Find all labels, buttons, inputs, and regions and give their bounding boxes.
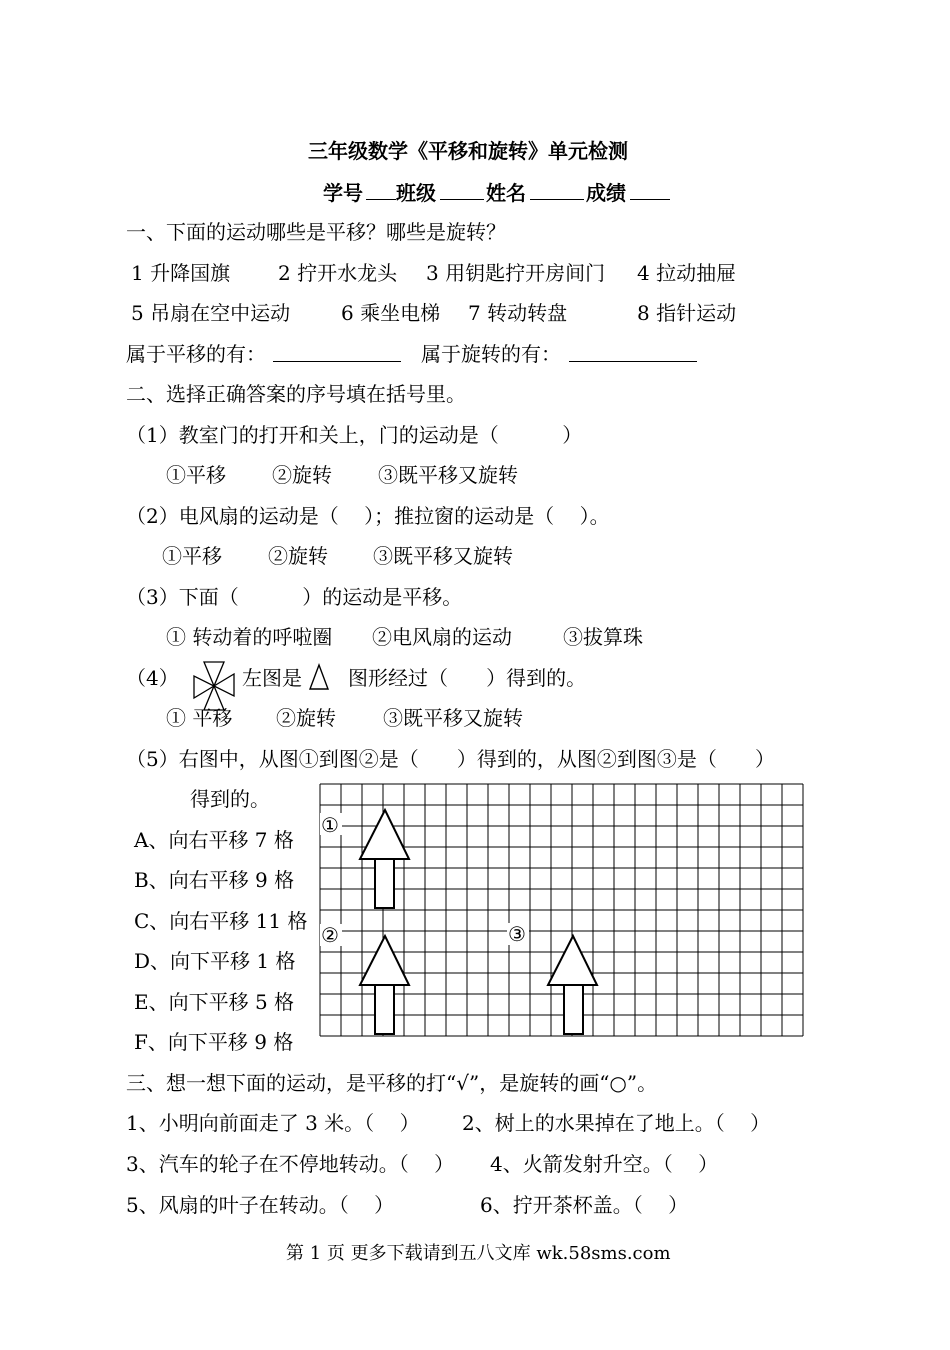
blank-xingming[interactable] <box>530 199 584 200</box>
s1-item: 5 吊扇在空中运动 <box>131 301 291 325</box>
s1-heading: 一、下面的运动哪些是平移？哪些是旋转？ <box>126 220 506 244</box>
s3-item: 4、火箭发射升空。（ ） <box>490 1152 719 1176</box>
blank-banji[interactable] <box>440 199 484 200</box>
q2-text: （2）电风扇的运动是（ ）；推拉窗的运动是（ ）。 <box>126 504 610 528</box>
q1-option: ③既平移又旋转 <box>378 463 518 487</box>
label-banji: 班级 <box>396 181 436 205</box>
arrow-grid-figure <box>318 782 812 1038</box>
label-xuehao: 学号 <box>323 181 363 205</box>
triangle-figure <box>308 663 330 691</box>
s1-item: 6 乘坐电梯 <box>341 301 441 325</box>
s3-item: 1、小明向前面走了 3 米。（ ） <box>126 1111 420 1135</box>
q3-option: ① 转动着的呼啦圈 <box>166 625 333 649</box>
q4-text-a: 左图是 <box>242 666 302 690</box>
grid-label-1: ① <box>321 813 339 837</box>
s1-item: 3 用钥匙拧开房间门 <box>426 261 606 285</box>
grid-label-2: ② <box>321 923 339 947</box>
q5-option: E、向下平移 5 格 <box>134 990 295 1014</box>
q4-option: ③既平移又旋转 <box>383 706 523 730</box>
s3-heading: 三、想一想下面的运动，是平移的打“√”，是旋转的画“○”。 <box>126 1071 658 1095</box>
q4-prefix: （4） <box>126 666 179 690</box>
q5-text: （5）右图中，从图①到图②是（ ）得到的，从图②到图③是（ ） <box>126 747 776 771</box>
q4-text-b: 图形经过（ ）得到的。 <box>348 666 587 690</box>
q2-option: ③既平移又旋转 <box>373 544 513 568</box>
s3-item: 6、拧开茶杯盖。（ ） <box>480 1193 689 1217</box>
q4-option: ① 平移 <box>166 706 233 730</box>
q1-option: ②旋转 <box>272 463 332 487</box>
q5-option: A、向右平移 7 格 <box>134 828 294 852</box>
q2-option: ②旋转 <box>268 544 328 568</box>
s3-item: 2、树上的水果掉在了地上。（ ） <box>462 1111 771 1135</box>
q1-option: ①平移 <box>166 463 226 487</box>
s1-ans-rotation-label: 属于旋转的有： <box>421 342 561 366</box>
arrow-figure-1 <box>360 810 409 908</box>
q5-option: C、向右平移 11 格 <box>134 909 308 933</box>
label-xingming: 姓名 <box>486 181 526 205</box>
page-footer: 第 1 页 更多下载请到五八文库 wk.58sms.com <box>286 1243 671 1264</box>
q3-text: （3）下面（ ）的运动是平移。 <box>126 585 463 609</box>
s3-item: 3、汽车的轮子在不停地转动。（ ） <box>126 1152 455 1176</box>
q5-option: F、向下平移 9 格 <box>134 1030 294 1054</box>
s1-item: 2 拧开水龙头 <box>278 261 398 285</box>
s1-ans-translation-label: 属于平移的有： <box>126 342 266 366</box>
s1-item: 1 升降国旗 <box>131 261 231 285</box>
q3-option: ③拔算珠 <box>563 625 643 649</box>
s1-ans-rotation-blank[interactable] <box>569 361 697 362</box>
q5-cont: 得到的。 <box>190 787 270 811</box>
s1-item: 4 拉动抽屉 <box>637 261 737 285</box>
blank-chengji[interactable] <box>630 199 670 200</box>
s1-item: 7 转动转盘 <box>468 301 568 325</box>
s2-heading: 二、选择正确答案的序号填在括号里。 <box>126 382 466 406</box>
q5-option: D、向下平移 1 格 <box>134 949 296 973</box>
q5-option: B、向右平移 9 格 <box>134 868 295 892</box>
s1-ans-translation-blank[interactable] <box>273 361 401 362</box>
page-title: 三年级数学《平移和旋转》单元检测 <box>308 139 628 163</box>
arrow-figure-2 <box>360 936 409 1034</box>
q1-text: （1）教室门的打开和关上，门的运动是（ ） <box>126 423 583 447</box>
q2-option: ①平移 <box>162 544 222 568</box>
label-chengji: 成绩 <box>586 181 626 205</box>
grid-label-3: ③ <box>508 922 526 946</box>
blank-xuehao[interactable] <box>366 199 396 200</box>
q4-option: ②旋转 <box>276 706 336 730</box>
s1-item: 8 指针运动 <box>637 301 737 325</box>
s3-item: 5、风扇的叶子在转动。（ ） <box>126 1193 395 1217</box>
arrow-figure-3 <box>548 936 597 1034</box>
q3-option: ②电风扇的运动 <box>372 625 512 649</box>
